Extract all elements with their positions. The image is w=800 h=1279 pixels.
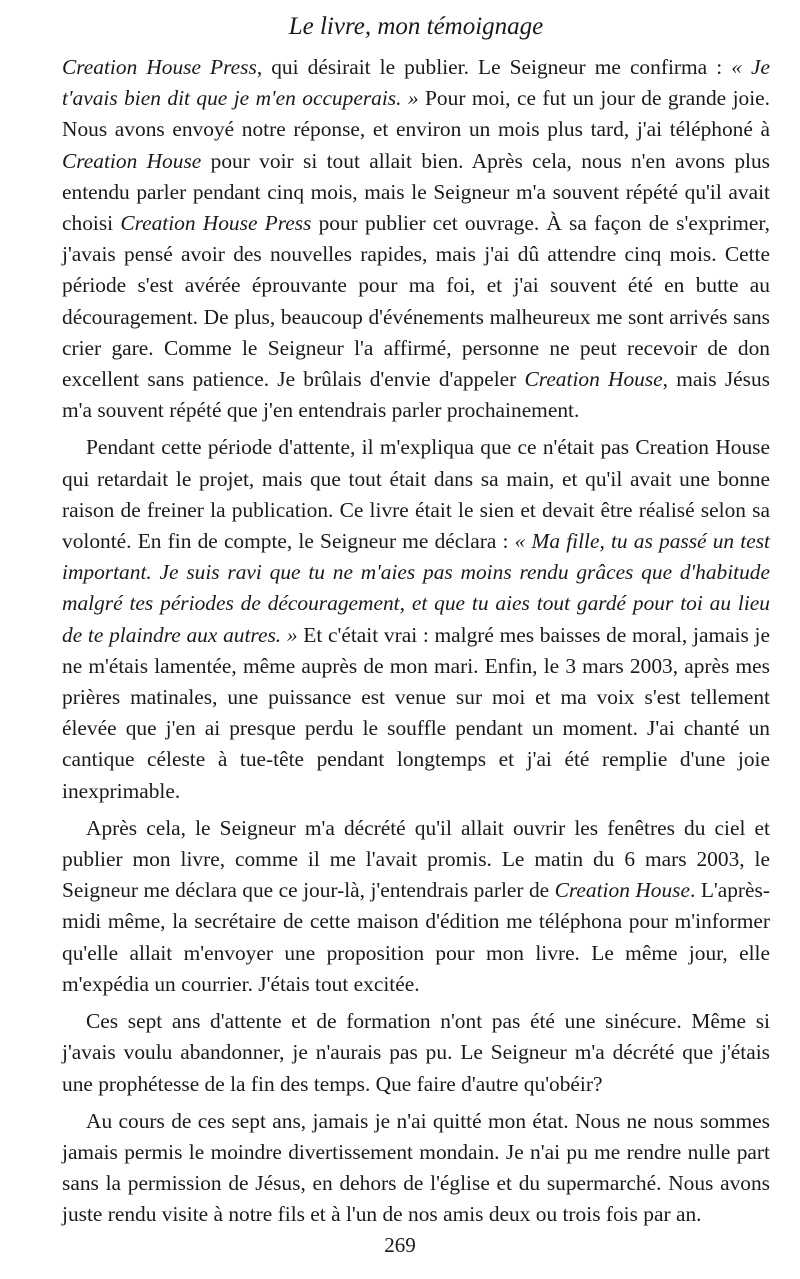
- italic-text: Creation House: [554, 878, 691, 903]
- text-run: Ces sept ans d'attente et de formation n'ont pas été une sinécure. Même si j'avais voulu abandonner, je n'aurais pas pu. Le Seigneur m'a décrété que j'étais une prophétesse de la fin des temps. Que faire d'autre qu'obéir?: [62, 1009, 770, 1096]
- italic-text: Creation House Press: [120, 211, 312, 236]
- text-run: Pour moi, ce fut un jour de grande joie. Nous avons envoyé notre réponse, et environ un mois plus tard, j'ai téléphoné à: [62, 86, 770, 142]
- running-head: Le livre, mon témoignage: [288, 13, 544, 40]
- text-run: Après cela, le Seigneur m'a décrété qu'il allait ouvrir les fenêtres du ciel et publier mon livre, comme il me l'avait promis. Le matin du 6 mars 2003, le Seigneur me déclara que ce jour-là, j'entendrais parler de: [62, 815, 770, 903]
- page-number: 269: [384, 1233, 416, 1257]
- text-run: Au cours de ces sept ans, jamais je n'ai quitté mon état. Nous ne nous sommes jamais permis le moindre divertissement mondain. Je n'ai pu me rendre nulle part sans la permission de Jésus, en dehors de l'église et du supermarché. Nous avons juste rendu visite à notre fils et à l'un de nos amis deux ou trois fois par an.: [62, 1108, 770, 1227]
- italic-text: « Je t'avais bien dit que je m'en occuperais. »: [62, 55, 770, 111]
- body-text: [62, 52, 770, 1231]
- text-run: Pendant cette période d'attente, il m'expliqua que ce n'était pas Creation House qui retardait le projet, mais que tout était dans sa main, et qu'il avait une bonne raison de freiner la publication. Ce livre était le sien et devait être réalisé selon sa volonté. En fin de compte, le Seigneur me déclara :: [62, 435, 770, 554]
- paragraph: [62, 813, 770, 1000]
- text-run: pour publier cet ouvrage. À sa façon de s'exprimer, j'avais pensé avoir des nouvelles rapides, mais j'ai dû attendre cinq mois. Cette période s'est avérée éprouvante pour ma foi, et j'ai souvent été en butte au découragement. De plus, beaucoup d'événements malheureux me sont arrivés sans crier gare. Comme le Seigneur l'a affirmé, personne ne peut recevoir de don excellent sans patience. Je brûlais d'envie d'appeler: [62, 211, 771, 392]
- text-run: , qui désirait le publier. Le Seigneur me confirma :: [256, 55, 732, 79]
- paragraph: [62, 1006, 770, 1100]
- text-run: . L'après-midi même, la secrétaire de cette maison d'édition me téléphona pour m'informer qu'elle allait m'envoyer une proposition pour mon livre. Le même jour, elle m'expédia un courrier. J'étais tout excitée.: [62, 878, 770, 996]
- italic-text: Creation House: [62, 148, 202, 173]
- text-run: Et c'était vrai : malgré mes baisses de moral, jamais je ne m'étais lamentée, même auprès de mon mari. Enfin, le 3 mars 2003, après mes prières matinales, une puissance est venue sur moi et ma voix s'est tellement élevée que j'en ai presque perdu le souffle pendant un moment. J'ai chanté un cantique céleste à tue-tête pendant longtemps et j'ai été remplie d'une joie inexprimable.: [62, 622, 770, 803]
- paragraph: [62, 432, 770, 806]
- paragraph: [62, 52, 770, 426]
- italic-text: « Ma fille, tu as passé un test important. Je suis ravi que tu ne m'aies pas moins rendu grâces que d'habitude malgré tes périodes de découragement, et que tu aies tout gardé pour toi au lieu de te plaindre aux autres. »: [62, 529, 770, 647]
- text-run: , mais Jésus m'a souvent répété que j'en entendrais parler prochainement.: [62, 367, 770, 423]
- paragraph: [62, 1106, 770, 1231]
- italic-text: Creation House: [524, 367, 663, 392]
- italic-text: Creation House Press: [62, 55, 257, 79]
- text-run: pour voir si tout allait bien. Après cela, nous n'en avons plus entendu parler pendant cinq mois, mais le Seigneur m'a souvent répété qu'il avait choisi: [62, 148, 770, 236]
